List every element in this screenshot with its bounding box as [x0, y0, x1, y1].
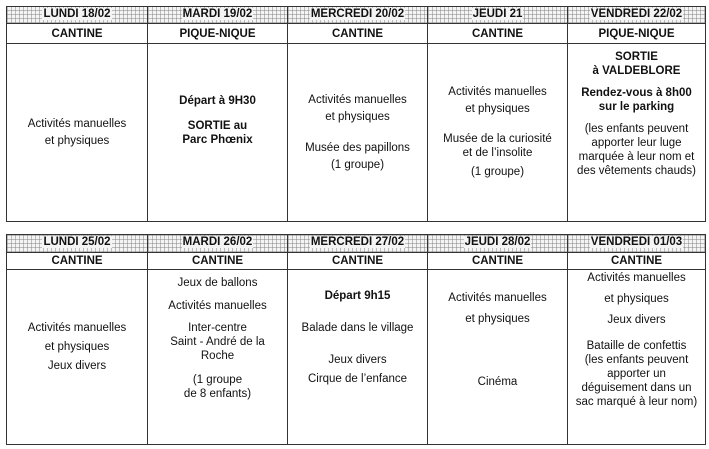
note-line: sac marqué à leur nom) — [575, 396, 698, 408]
outing-place: Parc Phœnix — [182, 133, 253, 146]
activity-line: Activités manuelles — [448, 292, 547, 304]
week-2-table — [6, 234, 706, 445]
day-header: VENDREDI 01/03 — [568, 235, 705, 253]
activity-line: Cirque de l’enfance — [307, 373, 408, 385]
note-line: déguisement dans un — [581, 382, 692, 394]
activities-cell — [7, 270, 148, 444]
activity-line: et physiques — [44, 134, 110, 147]
activity-line: Roche — [200, 350, 235, 362]
day-header: MERCREDI 27/02 — [288, 235, 428, 253]
meal-label: CANTINE — [288, 24, 428, 44]
note-line: des vêtements chauds) — [577, 165, 696, 177]
activity-line: Activités manuelles — [448, 86, 547, 98]
activities-cell — [568, 44, 705, 221]
day-header: MERCREDI 20/02 — [288, 7, 428, 24]
activity-line: et de l’insolite — [462, 147, 533, 159]
day-header: JEUDI 21 — [428, 7, 568, 24]
activity-line: et physiques — [44, 340, 110, 353]
meal-label: CANTINE — [7, 24, 148, 44]
activity-line: Activités manuelles — [308, 93, 407, 106]
day-header: MARDI 26/02 — [148, 235, 288, 253]
activity-line: Jeux divers — [47, 359, 107, 372]
day-header: LUNDI 18/02 — [7, 7, 148, 24]
activity-line: (1 groupe) — [330, 158, 385, 171]
meal-label: CANTINE — [7, 253, 148, 270]
meal-label: PIQUE-NIQUE — [568, 24, 705, 44]
activity-line: Jeux de ballons — [177, 277, 258, 289]
activity-line: et physiques — [604, 293, 669, 305]
activities-cell — [148, 44, 288, 221]
day-header: JEUDI 28/02 — [428, 235, 568, 253]
activity-line: Activités manuelles — [27, 321, 127, 334]
activities-cell — [288, 44, 428, 221]
meeting-place: sur le parking — [598, 101, 675, 113]
note-line: apporter un — [607, 368, 666, 380]
activity-line: et physiques — [465, 313, 530, 325]
activity-line: Musée de la curiosité — [443, 133, 552, 145]
activities-cell — [7, 44, 148, 221]
activities-cell — [148, 270, 288, 444]
activity-line: et physiques — [325, 110, 390, 123]
day-header: LUNDI 25/02 — [7, 235, 148, 253]
meal-label: CANTINE — [428, 24, 568, 44]
departure-time: Départ à 9H30 — [179, 94, 256, 107]
activities-cell — [428, 44, 568, 221]
day-header: VENDREDI 22/02 — [568, 7, 705, 24]
activities-cell — [568, 270, 705, 444]
outing-title: SORTIE — [615, 51, 658, 63]
note-line: apporter leur luge — [591, 137, 682, 149]
activity-line: de 8 enfants) — [183, 388, 252, 400]
meeting-time: Rendez-vous à 8h00 — [581, 87, 692, 99]
meal-label: CANTINE — [428, 253, 568, 270]
activity-line: Jeux divers — [607, 314, 666, 326]
activity-line: Cinéma — [477, 376, 518, 388]
activity-line: Bataille de confettis — [586, 340, 687, 352]
meal-label: CANTINE — [148, 253, 288, 270]
departure-time: Départ 9h15 — [324, 290, 391, 302]
activity-line: Jeux divers — [328, 354, 387, 366]
note-line: (les enfants peuvent — [584, 354, 689, 366]
week-1-table — [6, 6, 706, 222]
activity-line: Activités manuelles — [168, 300, 267, 312]
outing-title: SORTIE au — [187, 119, 248, 132]
note-line: (les enfants peuvent — [584, 123, 689, 135]
meal-label: CANTINE — [568, 253, 705, 270]
activity-line: Balade dans le village — [301, 322, 414, 334]
activity-line: (1 groupe) — [470, 166, 525, 178]
activity-line: (1 groupe — [192, 374, 243, 386]
activity-line: et physiques — [465, 103, 530, 115]
note-line: marquée à leur nom et — [578, 151, 695, 163]
activity-line: Activités manuelles — [587, 272, 686, 284]
activity-line: Musée des papillons — [305, 141, 410, 154]
meal-label: PIQUE-NIQUE — [148, 24, 288, 44]
activity-line: Saint - André de la — [170, 336, 265, 348]
activity-line: Inter-centre — [188, 322, 247, 334]
outing-place: à VALDEBLORE — [592, 65, 681, 77]
day-header: MARDI 19/02 — [148, 7, 288, 24]
activities-cell — [288, 270, 428, 444]
meal-label: CANTINE — [288, 253, 428, 270]
activities-cell — [428, 270, 568, 444]
activity-line: Activités manuelles — [27, 117, 127, 130]
